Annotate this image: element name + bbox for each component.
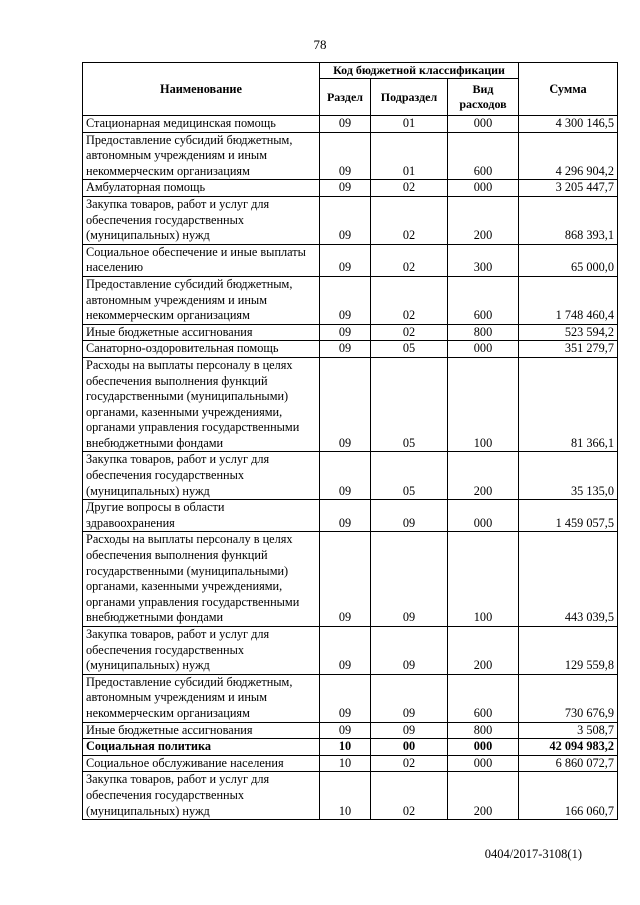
table-row xyxy=(83,500,618,532)
table-row xyxy=(83,452,618,500)
row-amount-cell: 6 860 072,7 xyxy=(519,755,618,772)
row-name-cell: Расходы на выплаты персоналу в целях обеспечения выполнения функций государственными (муниципальными) органами, казенными учреждениями, органами управления государственными внебюджетными фондами xyxy=(83,532,320,627)
row-subsection-cell: 05 xyxy=(371,341,448,358)
row-expense-type-cell: 000 xyxy=(448,180,519,197)
row-section-cell: 09 xyxy=(320,180,371,197)
row-amount-cell: 1 748 460,4 xyxy=(519,276,618,324)
row-name-cell: Амбулаторная помощь xyxy=(83,180,320,197)
row-section-cell: 09 xyxy=(320,132,371,180)
row-name-cell: Санаторно-оздоровительная помощь xyxy=(83,341,320,358)
row-section-cell: 09 xyxy=(320,452,371,500)
row-expense-type-cell: 200 xyxy=(448,772,519,820)
row-subsection-cell: 01 xyxy=(371,132,448,180)
table-row xyxy=(83,341,618,358)
row-subsection-cell: 00 xyxy=(371,739,448,756)
row-name-cell: Стационарная медицинская помощь xyxy=(83,116,320,133)
row-subsection-cell: 05 xyxy=(371,357,448,452)
row-name-cell: Предоставление субсидий бюджетным, автономным учреждениям и иным некоммерческим организациям xyxy=(83,276,320,324)
row-section-cell: 09 xyxy=(320,627,371,675)
row-subsection-cell: 02 xyxy=(371,244,448,276)
row-amount-cell: 3 205 447,7 xyxy=(519,180,618,197)
row-amount-cell: 443 039,5 xyxy=(519,532,618,627)
row-expense-type-cell: 200 xyxy=(448,452,519,500)
row-subsection-cell: 09 xyxy=(371,722,448,739)
row-section-cell: 10 xyxy=(320,755,371,772)
header-code-group: Код бюджетной классификации xyxy=(320,63,519,79)
row-section-cell: 09 xyxy=(320,276,371,324)
row-section-cell: 09 xyxy=(320,324,371,341)
row-subsection-cell: 09 xyxy=(371,627,448,675)
header-amount: Сумма xyxy=(519,63,618,116)
table-row xyxy=(83,116,618,133)
table-row xyxy=(83,196,618,244)
table-row xyxy=(83,532,618,627)
row-section-cell: 09 xyxy=(320,341,371,358)
row-name-cell: Социальное обслуживание населения xyxy=(83,755,320,772)
row-expense-type-cell: 800 xyxy=(448,324,519,341)
budget-table xyxy=(82,62,618,820)
row-section-cell: 09 xyxy=(320,674,371,722)
row-name-cell: Закупка товаров, работ и услуг для обеспечения государственных (муниципальных) нужд xyxy=(83,452,320,500)
row-amount-cell: 1 459 057,5 xyxy=(519,500,618,532)
row-expense-type-cell: 000 xyxy=(448,755,519,772)
table-row xyxy=(83,324,618,341)
row-subsection-cell: 02 xyxy=(371,196,448,244)
table-row xyxy=(83,627,618,675)
table-body xyxy=(83,116,618,820)
row-subsection-cell: 09 xyxy=(371,674,448,722)
table-row xyxy=(83,722,618,739)
row-name-cell: Закупка товаров, работ и услуг для обеспечения государственных (муниципальных) нужд xyxy=(83,196,320,244)
document-code: 0404/2017-3108(1) xyxy=(484,847,582,861)
row-expense-type-cell: 100 xyxy=(448,357,519,452)
row-name-cell: Социальное обеспечение и иные выплаты населению xyxy=(83,244,320,276)
row-name-cell: Иные бюджетные ассигнования xyxy=(83,722,320,739)
row-expense-type-cell: 600 xyxy=(448,276,519,324)
row-expense-type-cell: 000 xyxy=(448,116,519,133)
row-name-cell: Предоставление субсидий бюджетным, автономным учреждениям и иным некоммерческим организациям xyxy=(83,132,320,180)
row-section-cell: 09 xyxy=(320,532,371,627)
header-section: Раздел xyxy=(320,79,371,116)
header-expense-type: Вид расходов xyxy=(448,79,519,116)
row-expense-type-cell: 000 xyxy=(448,341,519,358)
row-section-cell: 10 xyxy=(320,772,371,820)
row-name-cell: Предоставление субсидий бюджетным, автономным учреждениям и иным некоммерческим организациям xyxy=(83,674,320,722)
row-name-cell: Другие вопросы в области здравоохранения xyxy=(83,500,320,532)
table-row xyxy=(83,739,618,756)
row-amount-cell: 42 094 983,2 xyxy=(519,739,618,756)
table-row xyxy=(83,755,618,772)
row-section-cell: 09 xyxy=(320,357,371,452)
row-name-cell: Расходы на выплаты персоналу в целях обеспечения выполнения функций государственными (муниципальными) органами, казенными учреждениями, органами управления государственными внебюджетными фондами xyxy=(83,357,320,452)
row-expense-type-cell: 200 xyxy=(448,196,519,244)
row-subsection-cell: 02 xyxy=(371,324,448,341)
row-expense-type-cell: 200 xyxy=(448,627,519,675)
page-number: 78 xyxy=(313,37,327,52)
row-amount-cell: 35 135,0 xyxy=(519,452,618,500)
row-subsection-cell: 02 xyxy=(371,276,448,324)
row-expense-type-cell: 600 xyxy=(448,132,519,180)
row-amount-cell: 129 559,8 xyxy=(519,627,618,675)
row-subsection-cell: 02 xyxy=(371,755,448,772)
table-row xyxy=(83,244,618,276)
row-name-cell: Закупка товаров, работ и услуг для обеспечения государственных (муниципальных) нужд xyxy=(83,772,320,820)
row-amount-cell: 351 279,7 xyxy=(519,341,618,358)
table-row xyxy=(83,357,618,452)
row-section-cell: 09 xyxy=(320,244,371,276)
table-row xyxy=(83,674,618,722)
row-amount-cell: 868 393,1 xyxy=(519,196,618,244)
header-subsection: Подраздел xyxy=(371,79,448,116)
row-expense-type-cell: 600 xyxy=(448,674,519,722)
row-subsection-cell: 05 xyxy=(371,452,448,500)
row-subsection-cell: 09 xyxy=(371,500,448,532)
row-amount-cell: 523 594,2 xyxy=(519,324,618,341)
header-name: Наименование xyxy=(83,63,320,116)
row-amount-cell: 65 000,0 xyxy=(519,244,618,276)
row-subsection-cell: 01 xyxy=(371,116,448,133)
row-amount-cell: 166 060,7 xyxy=(519,772,618,820)
row-subsection-cell: 09 xyxy=(371,532,448,627)
row-section-cell: 09 xyxy=(320,196,371,244)
row-amount-cell: 4 300 146,5 xyxy=(519,116,618,133)
row-expense-type-cell: 000 xyxy=(448,739,519,756)
table-row xyxy=(83,276,618,324)
row-expense-type-cell: 800 xyxy=(448,722,519,739)
row-section-cell: 09 xyxy=(320,500,371,532)
row-expense-type-cell: 000 xyxy=(448,500,519,532)
row-amount-cell: 4 296 904,2 xyxy=(519,132,618,180)
table-row xyxy=(83,132,618,180)
table-row xyxy=(83,180,618,197)
row-name-cell: Иные бюджетные ассигнования xyxy=(83,324,320,341)
row-name-cell: Социальная политика xyxy=(83,739,320,756)
row-section-cell: 10 xyxy=(320,739,371,756)
table-row xyxy=(83,772,618,820)
row-amount-cell: 81 366,1 xyxy=(519,357,618,452)
row-expense-type-cell: 300 xyxy=(448,244,519,276)
row-amount-cell: 730 676,9 xyxy=(519,674,618,722)
row-expense-type-cell: 100 xyxy=(448,532,519,627)
row-section-cell: 09 xyxy=(320,722,371,739)
row-subsection-cell: 02 xyxy=(371,772,448,820)
row-name-cell: Закупка товаров, работ и услуг для обеспечения государственных (муниципальных) нужд xyxy=(83,627,320,675)
row-amount-cell: 3 508,7 xyxy=(519,722,618,739)
row-section-cell: 09 xyxy=(320,116,371,133)
row-subsection-cell: 02 xyxy=(371,180,448,197)
